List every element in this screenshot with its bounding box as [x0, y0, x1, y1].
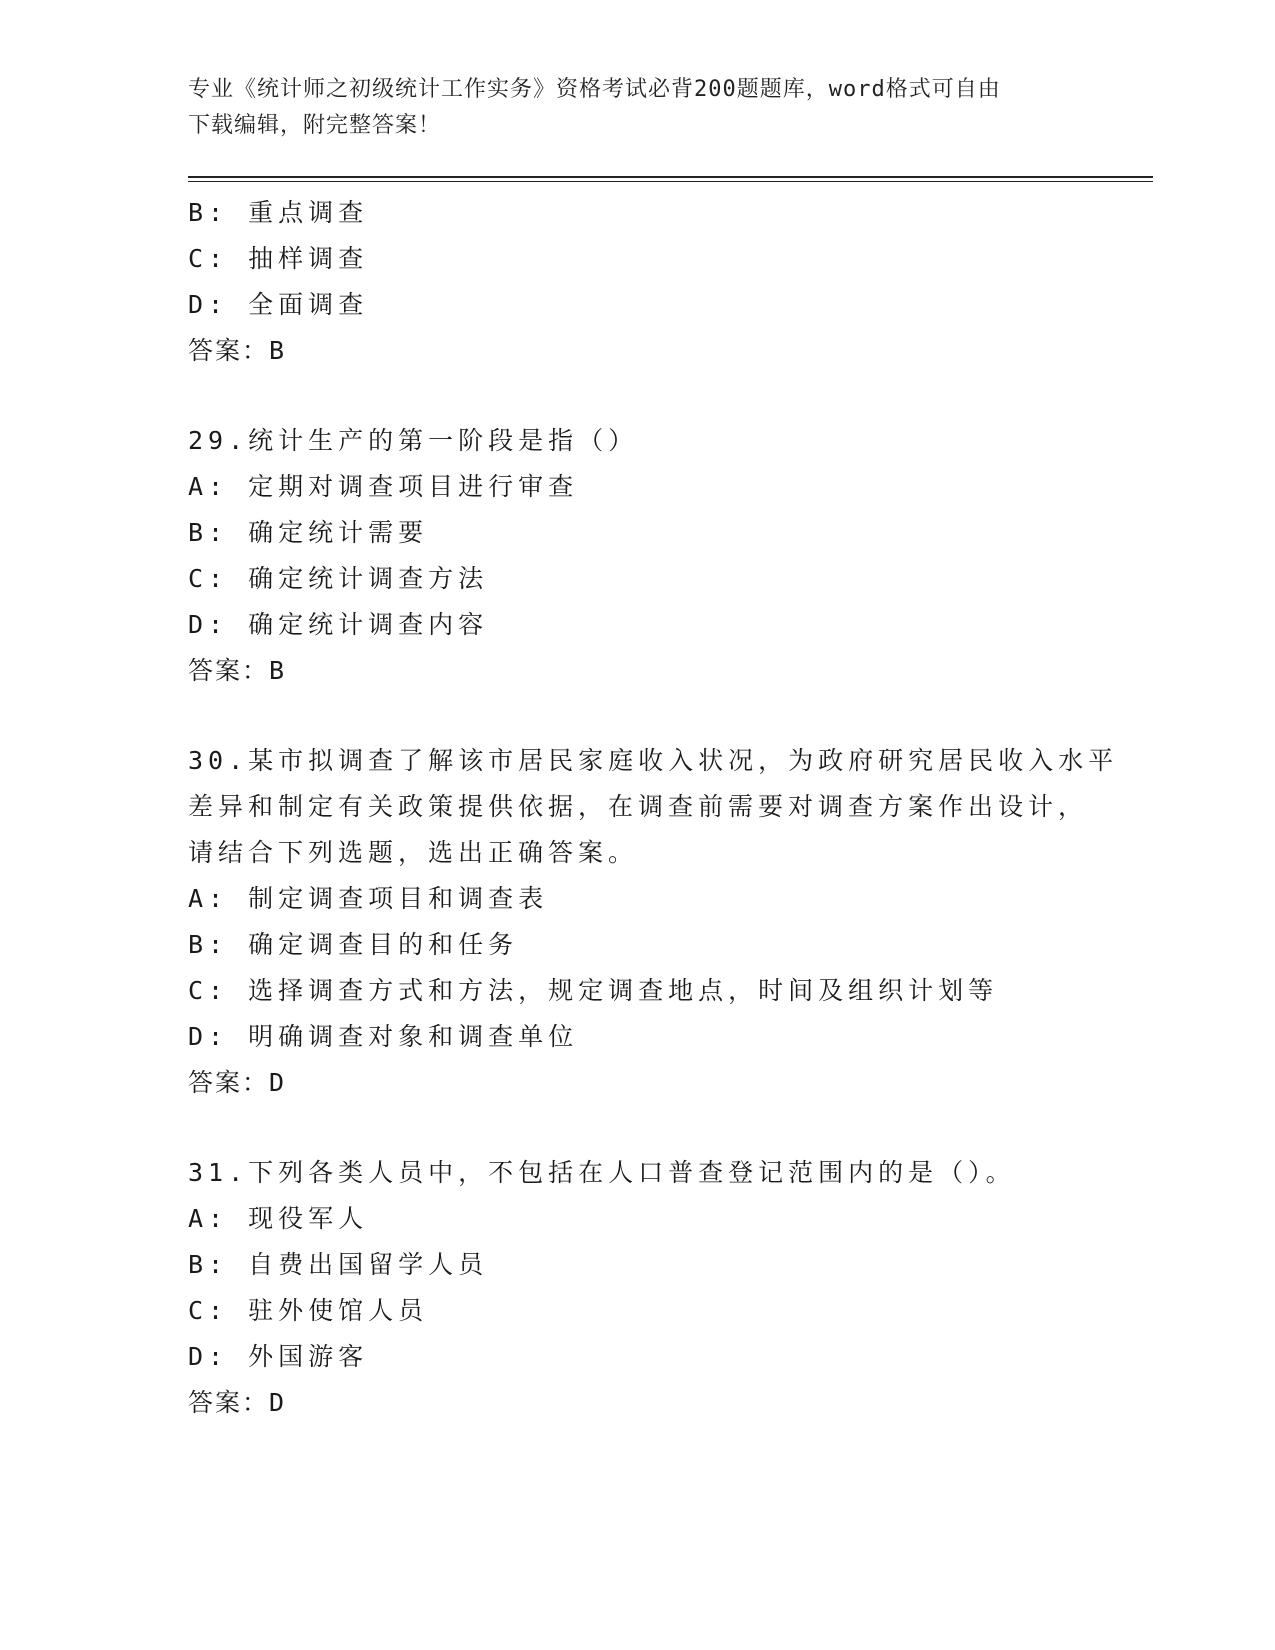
- question-list: [188, 190, 1119, 1426]
- option-a: A: 现役军人: [188, 1204, 369, 1233]
- option-d: D: 确定统计调查内容: [188, 610, 489, 639]
- answer: 答案：B: [188, 336, 287, 365]
- header-divider-thin: [188, 181, 1153, 182]
- question-29: [188, 418, 1088, 694]
- option-b: B: 确定调查目的和任务: [188, 930, 519, 959]
- option-d: D: 明确调查对象和调查单位: [188, 1022, 579, 1051]
- header-line-2: 下载编辑，附完整答案！: [188, 113, 442, 138]
- document-header: [188, 72, 1088, 144]
- option-d: D: 外国游客: [188, 1342, 369, 1371]
- question-stem: 31.下列各类人员中，不包括在人口普查登记范围内的是（）。: [188, 1158, 1016, 1187]
- question-28-continued: [188, 190, 1088, 374]
- option-b: B: 自费出国留学人员: [188, 1250, 489, 1279]
- option-a: A: 定期对调查项目进行审查: [188, 472, 579, 501]
- option-c: C: 选择调查方式和方法，规定调查地点，时间及组织计划等: [188, 976, 999, 1005]
- option-c: C: 驻外使馆人员: [188, 1296, 429, 1325]
- question-stem-line-2: 差异和制定有关政策提供依据，在调查前需要对调查方案作出设计，: [188, 792, 1089, 821]
- header-line-1: 专业《统计师之初级统计工作实务》资格考试必背200题题库，word格式可自由: [188, 77, 1001, 102]
- answer: 答案：B: [188, 656, 287, 685]
- option-a: A: 制定调查项目和调查表: [188, 884, 549, 913]
- option-b: B: 确定统计需要: [188, 518, 429, 547]
- option-c: C: 抽样调查: [188, 244, 369, 273]
- option-b: B: 重点调查: [188, 198, 369, 227]
- question-30: [188, 738, 1119, 1106]
- question-stem-line-3: 请结合下列选题，选出正确答案。: [188, 838, 639, 867]
- question-stem: 29.统计生产的第一阶段是指（）: [188, 426, 639, 455]
- question-stem-line-1: 30.某市拟调查了解该市居民家庭收入状况，为政府研究居民收入水平: [188, 746, 1119, 775]
- header-divider-thick: [188, 176, 1153, 178]
- answer: 答案：D: [188, 1068, 287, 1097]
- question-31: [188, 1150, 1088, 1426]
- option-d: D: 全面调查: [188, 290, 369, 319]
- answer: 答案：D: [188, 1388, 287, 1417]
- option-c: C: 确定统计调查方法: [188, 564, 489, 593]
